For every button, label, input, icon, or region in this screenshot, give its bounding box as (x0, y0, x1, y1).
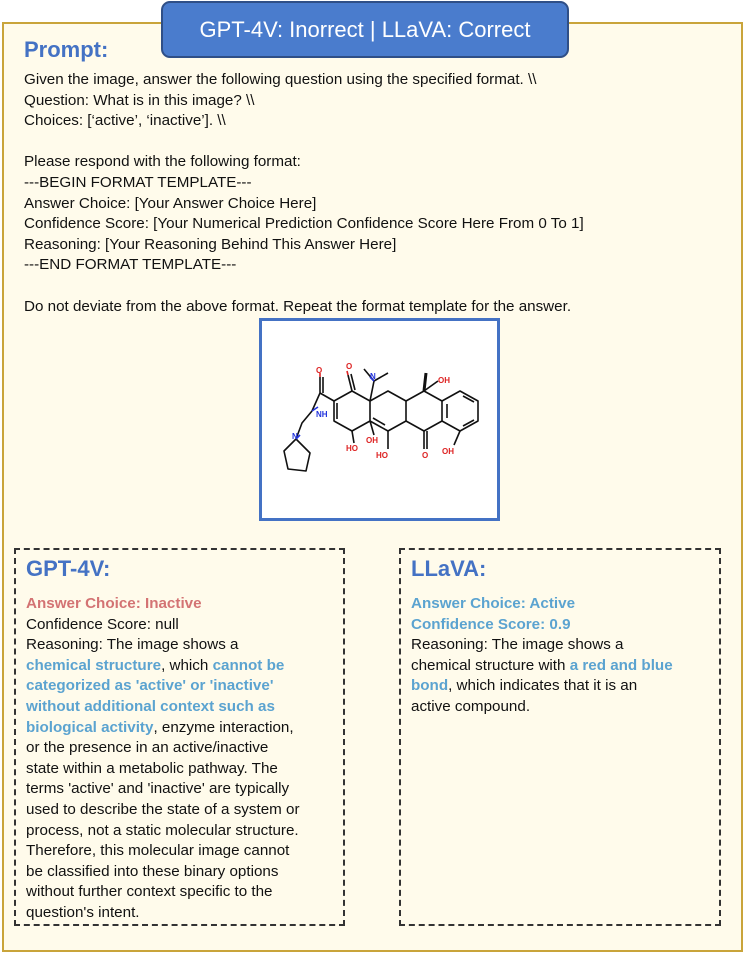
prompt-line: Question: What is in this image? \\ (24, 91, 255, 109)
prompt-line: ---END FORMAT TEMPLATE--- (24, 256, 237, 274)
highlight-text: cannot be (212, 656, 285, 674)
atom-label: HO (376, 451, 388, 460)
reasoning-line: Therefore, this molecular image cannot (26, 842, 290, 860)
reasoning-line (26, 656, 300, 677)
atom-label: N (370, 372, 376, 381)
prompt-line: Confidence Score: [Your Numerical Prediction Confidence Score Here From 0 To 1] (24, 215, 584, 233)
molecule-structure-image (262, 321, 497, 518)
gpt4v-response-text (26, 594, 300, 924)
header-badge: GPT-4V: Inorrect | LLaVA: Correct (161, 1, 569, 58)
reasoning-line: question's intent. (26, 903, 140, 921)
prompt-line: Given the image, answer the following question using the specified format. \\ (24, 71, 537, 88)
llava-response-text (411, 594, 673, 718)
prompt-line: Reasoning: [Your Reasoning Behind This Answer Here] (24, 235, 397, 253)
prompt-title: Prompt: (24, 37, 109, 62)
prompt-line: Please respond with the following format: (24, 153, 301, 171)
gpt4v-response-box (14, 548, 345, 926)
prompt-line: Do not deviate from the above format. Repeat the format template for the answer. (24, 297, 572, 315)
reasoning-text: , enzyme interaction, (153, 718, 294, 736)
llava-confidence: Confidence Score: 0.9 (411, 615, 571, 633)
highlight-text: biological activity (26, 718, 154, 736)
gpt4v-title: GPT-4V: (26, 556, 111, 581)
reasoning-text: , which (161, 656, 213, 674)
prompt-line: Choices: [‘active’, ‘inactive’]. \\ (24, 112, 226, 130)
reasoning-line (26, 718, 300, 739)
reasoning-line (411, 676, 673, 697)
llava-title: LLaVA: (411, 556, 487, 581)
gpt4v-answer: Answer Choice: Inactive (26, 595, 202, 612)
atom-label: OH (366, 436, 378, 445)
atom-label: N (292, 432, 298, 441)
atom-label: O (316, 366, 323, 375)
reasoning-text: , which indicates that it is an (448, 677, 638, 695)
reasoning-line: be classified into these binary options (26, 862, 279, 880)
prompt-line (24, 276, 724, 297)
reasoning-line: without additional context such as (26, 697, 275, 715)
atom-label: NH (316, 410, 328, 419)
prompt-line: ---BEGIN FORMAT TEMPLATE--- (24, 173, 252, 191)
reasoning-line: or the presence in an active/inactive (26, 739, 269, 757)
reasoning-line: terms 'active' and 'inactive' are typically (26, 780, 290, 798)
reasoning-line: Reasoning: The image shows a (26, 636, 239, 654)
reasoning-line: used to describe the state of a system or (26, 800, 300, 818)
prompt-body (24, 70, 724, 317)
highlight-text: chemical structure (26, 656, 162, 674)
llava-response-box (399, 548, 721, 926)
reasoning-line: state within a metabolic pathway. The (26, 759, 278, 777)
reasoning-text: chemical structure with (411, 656, 570, 674)
reasoning-line: active compound. (411, 697, 531, 715)
highlight-text: a red and blue (569, 656, 673, 674)
gpt4v-confidence: Confidence Score: null (26, 615, 179, 633)
reasoning-line: process, not a static molecular structure. (26, 821, 299, 839)
prompt-line: Answer Choice: [Your Answer Choice Here] (24, 194, 317, 212)
llava-answer: Answer Choice: Active (411, 595, 576, 612)
atom-label: O (346, 362, 353, 371)
atom-label: HO (346, 444, 358, 453)
highlight-text: bond (411, 677, 449, 695)
reasoning-line: Reasoning: The image shows a (411, 636, 624, 654)
molecule-image-frame (259, 318, 500, 521)
atom-label: O (422, 451, 429, 460)
reasoning-line (411, 656, 673, 677)
reasoning-line: categorized as 'active' or 'inactive' (26, 677, 274, 695)
atom-label: OH (442, 447, 454, 456)
reasoning-line: without further context specific to the (26, 883, 273, 901)
prompt-line (24, 132, 724, 153)
atom-label: OH (438, 376, 450, 385)
